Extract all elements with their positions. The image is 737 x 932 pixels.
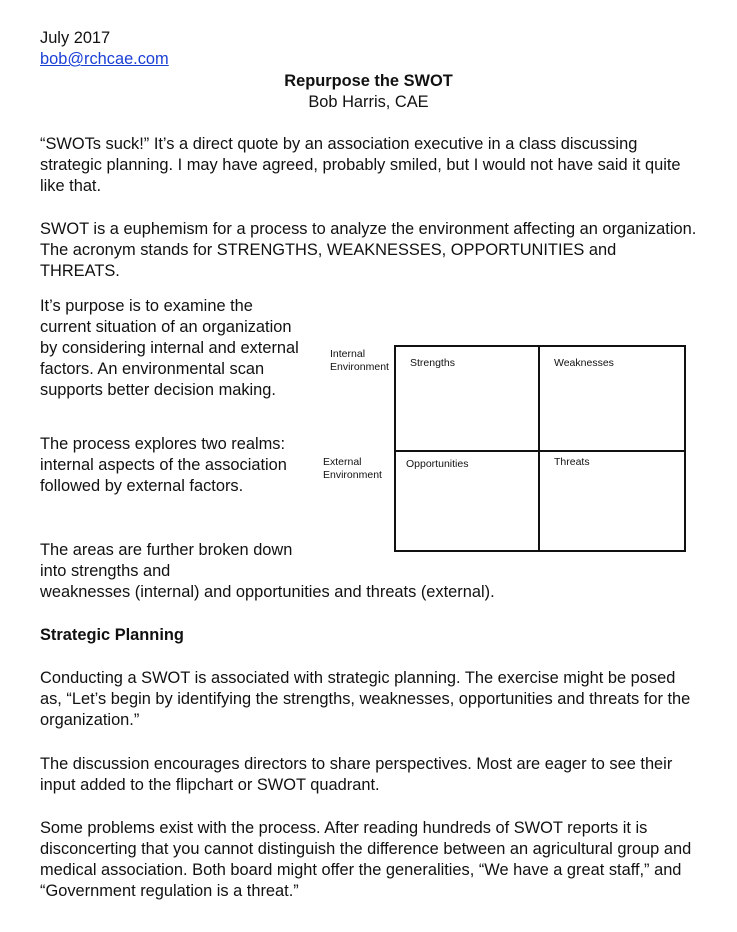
swot-quadrant-grid — [394, 345, 686, 552]
document-title: Repurpose the SWOT — [284, 72, 453, 90]
swot-threats-cell: Threats — [554, 456, 590, 468]
swot-internal-label — [330, 348, 389, 374]
swot-weaknesses-cell: Weaknesses — [554, 357, 614, 369]
swot-external-label-line2: Environment — [323, 469, 382, 481]
paragraph-2: SWOT is a euphemism for a process to analyze the environment affecting an organization. The acronym stands for STRENGTHS, WEAKNESSES, OPPORTUNITIES and THREATS. — [40, 220, 697, 280]
paragraph-8: Some problems exist with the process. After reading hundreds of SWOT reports it is disconcerting that you cannot distinguish the difference between an agricultural group and medical association. Both board might offer the generalities, “We have a great staff,” and “Government regulation is a threat.” — [40, 819, 692, 900]
paragraph-1: “SWOTs suck!” It’s a direct quote by an association executive in a class discussing strategic planning. I may have agreed, probably smiled, but I would not have said it quite like that. — [40, 135, 681, 195]
paragraph-7: The discussion encourages directors to share perspectives. Most are eager to see their input added to the flipchart or SWOT quadrant. — [40, 755, 673, 794]
paragraph-6: Conducting a SWOT is associated with strategic planning. The exercise might be posed as, “Let’s begin by identifying the strengths, weaknesses, opportunities and threats for the organization.” — [40, 669, 691, 729]
paragraph-3: It’s purpose is to examine the current situation of an organization by considering internal and external factors. An environmental scan supports better decision making. — [40, 297, 299, 399]
swot-external-label — [323, 456, 382, 482]
swot-opportunities-cell: Opportunities — [406, 458, 469, 470]
author-email-link[interactable]: bob@rchcae.com — [40, 50, 169, 68]
paragraph-4: The process explores two realms: internal aspects of the association followed by external factors. — [40, 435, 287, 495]
swot-external-label-line1: External — [323, 456, 362, 468]
swot-internal-label-line2: Environment — [330, 361, 389, 373]
paragraph-5b: weaknesses (internal) and opportunities and threats (external). — [40, 583, 495, 601]
section-heading-strategic-planning: Strategic Planning — [40, 626, 184, 644]
swot-vertical-divider — [538, 347, 540, 550]
document-author: Bob Harris, CAE — [308, 93, 429, 111]
swot-horizontal-divider — [396, 450, 684, 452]
document-date: July 2017 — [40, 29, 111, 47]
swot-strengths-cell: Strengths — [410, 357, 455, 369]
swot-internal-label-line1: Internal — [330, 348, 366, 360]
paragraph-5a: The areas are further broken down into strengths and — [40, 541, 293, 580]
